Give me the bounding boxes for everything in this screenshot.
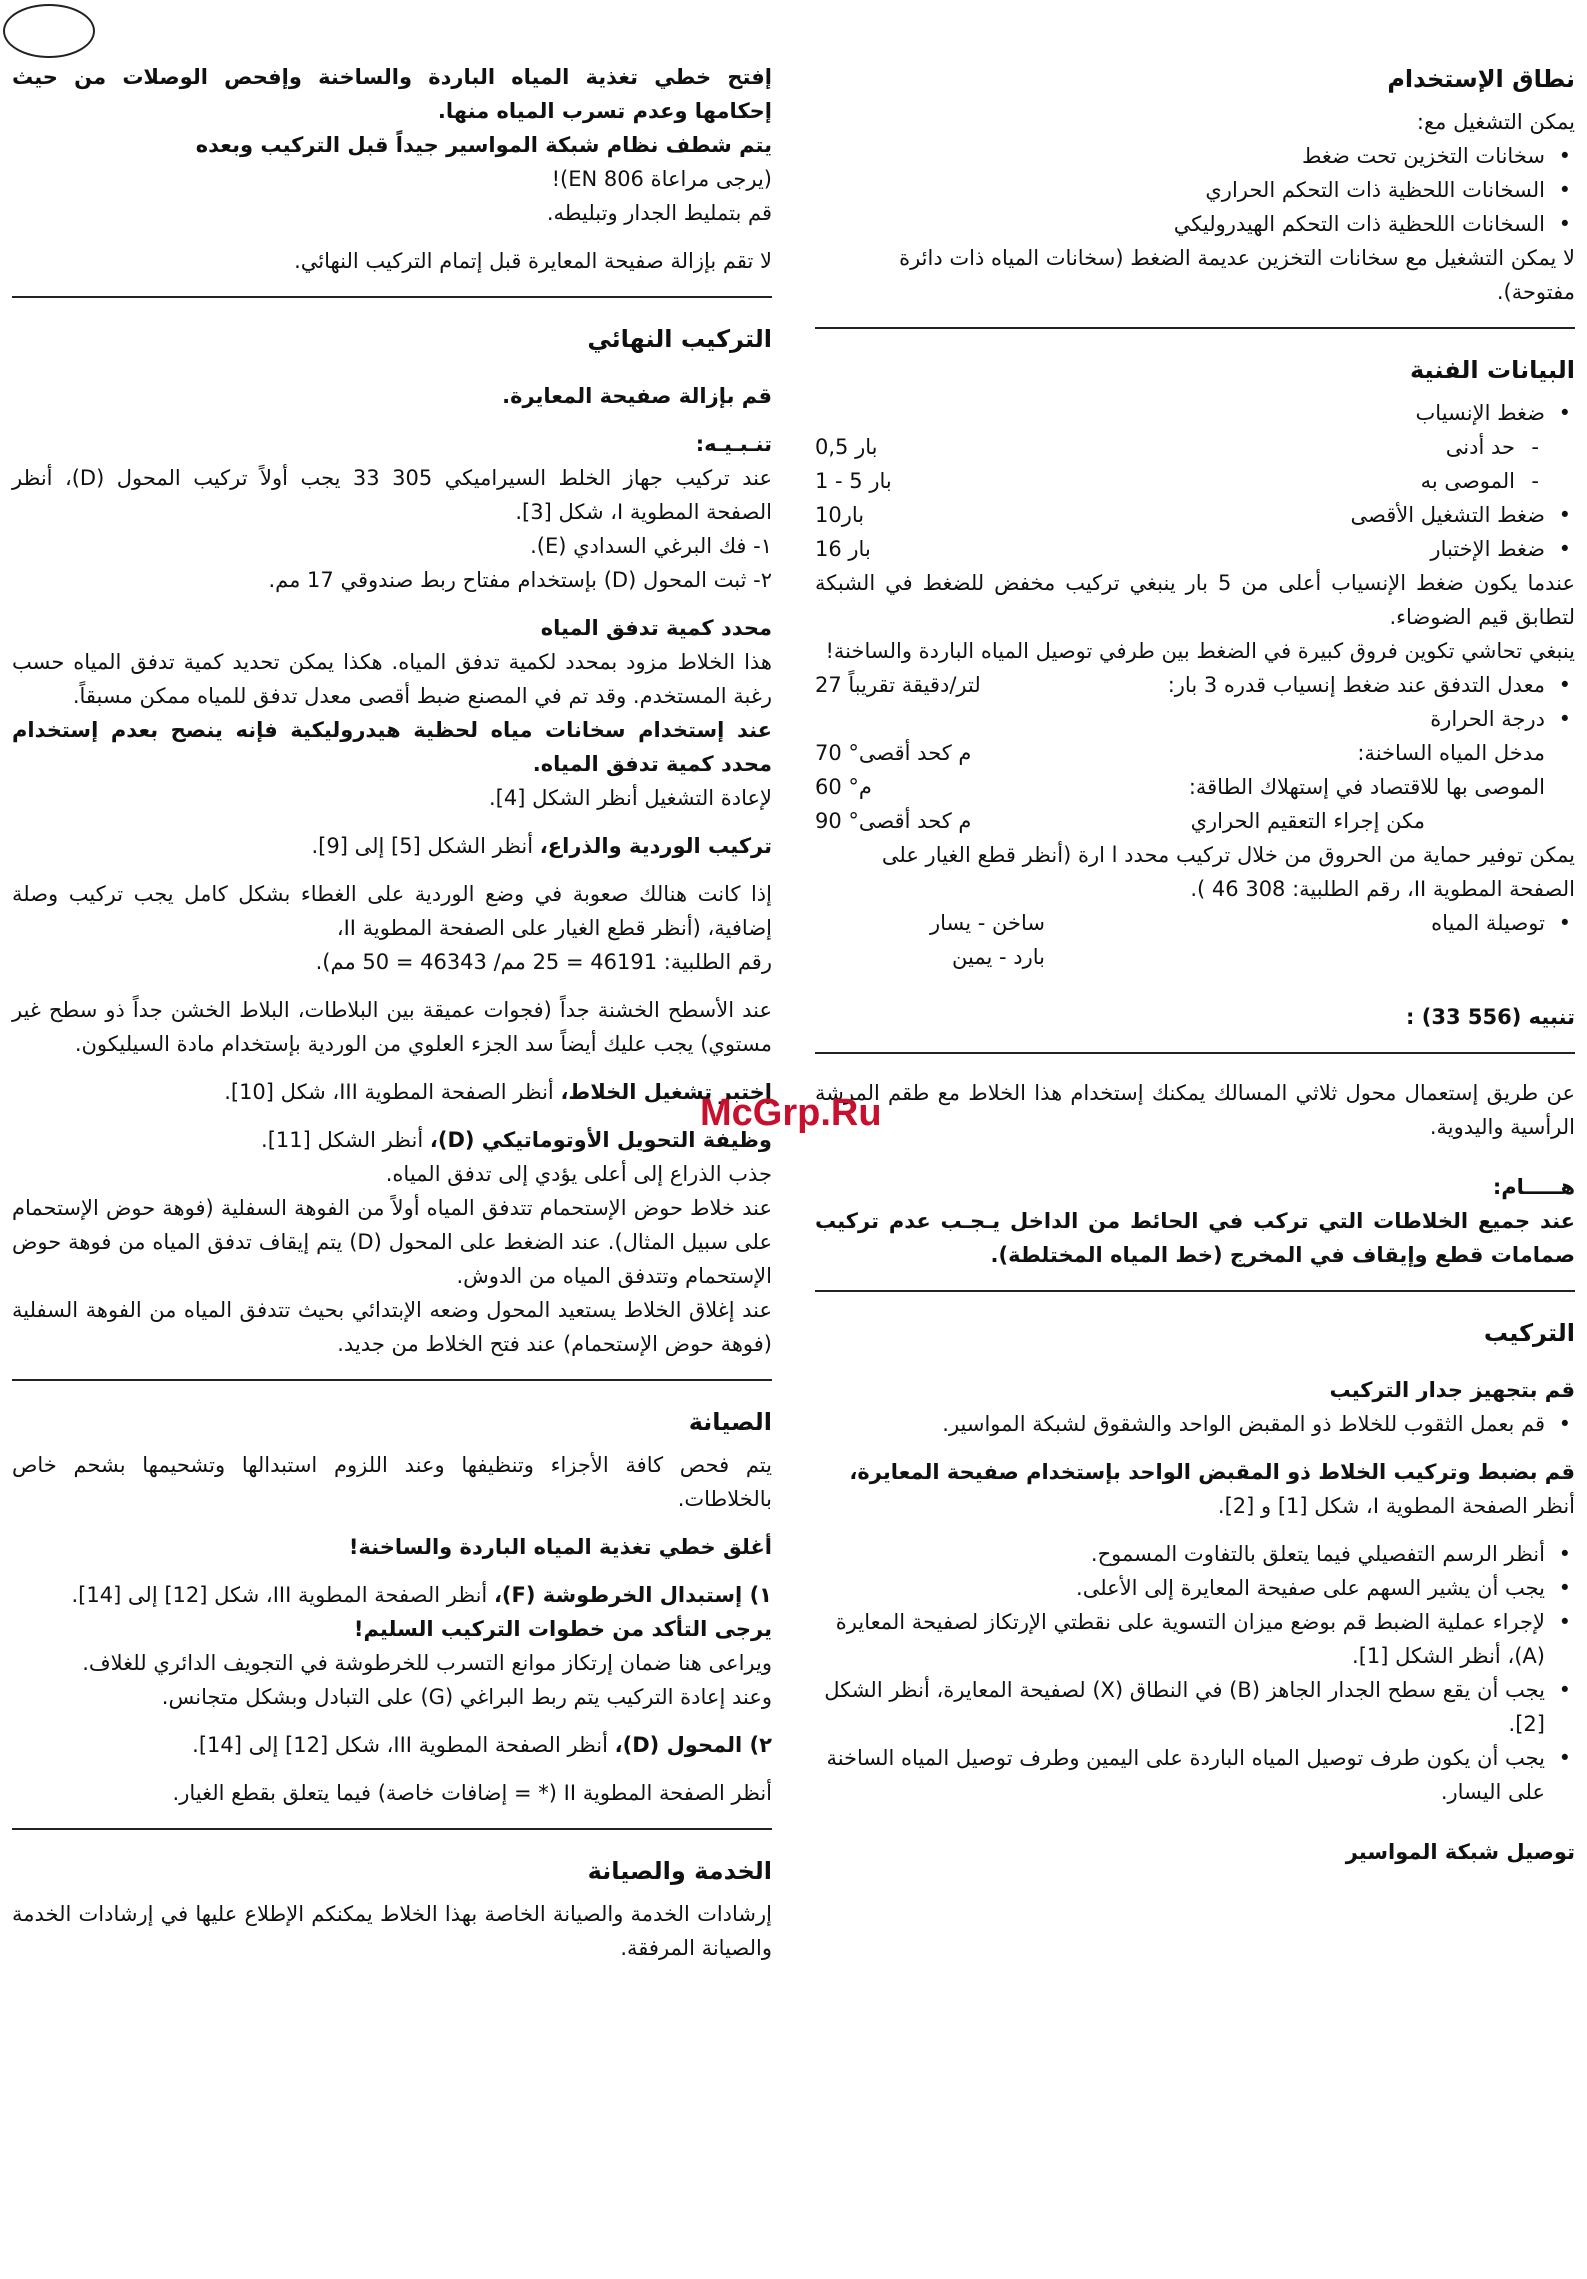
cartridge-bold: يرجى التأكد من خطوات التركيب السليم! — [353, 1617, 772, 1642]
flush-text: يتم شطف نظام شبكة المواسير جيداً قبل التركيب وبعده — [195, 133, 772, 158]
test-line: إختبر تشغيل الخلاط، أنظر الصفحة المطوية III، شكل [10]. — [224, 1080, 772, 1105]
service-title: الخدمة والصيانة — [587, 1857, 772, 1886]
service-text: إرشادات الخدمة والصيانة الخاصة بهذا الخلاط يمكنكم الإطلاع عليها في إرشادات الخدمة والصيانة المرفقة. — [12, 1902, 772, 1961]
scope-intro: يمكن التشغيل مع: — [1416, 109, 1575, 134]
install-title: التركيب — [1483, 1319, 1575, 1348]
adjust-list — [815, 1537, 1575, 1809]
no-remove-text: لا تقم بإزالة صفيحة المعايرة قبل إتمام التركيب النهائي. — [294, 249, 772, 274]
plaster-text: قم بتمليط الجدار وتبليطه. — [546, 201, 772, 226]
divider — [815, 1290, 1575, 1292]
rosette-text: إذا كانت هنالك صعوبة في وضع الوردية على الغطاء بشكل كامل يجب تركيب وصلة إضافية، (أنظر قطع الغيار على الصفحة المطوية II، — [12, 882, 772, 941]
important-title: هـــــام: — [1492, 1175, 1575, 1200]
max-operating-row: • ضغط التشغيل الأقصى 10بار — [815, 498, 1575, 532]
list-item: • السخانات اللحظية ذات التحكم الحراري — [815, 173, 1575, 207]
scope-list — [815, 139, 1575, 241]
final-title: التركيب النهائي — [587, 325, 772, 354]
test-pressure-row: • ضغط الإختبار 16 بار — [815, 532, 1575, 566]
list-item: • أنظر الرسم التفصيلي فيما يتعلق بالتفاوت المسموح. — [815, 1537, 1575, 1571]
close-lines: أغلق خطي تغذية المياه الباردة والساخنة! — [348, 1535, 772, 1560]
caution-step-1: ١- فك البرغي السدادي (E). — [530, 534, 772, 559]
auto-pull: جذب الذراع إلى أعلى يؤدي إلى تدفق المياه. — [385, 1162, 772, 1187]
auto-text-1: عند خلاط حوض الإستحمام تتدفق المياه أولاً من الفوهة السفلية (فوهة حوض الإستحمام على سبيل المثال). عند الضغط على المحول (D) يتم إيقاف تدفق المياه من فوهة حوض الإستحمام وتتدفق المياه من الدوش. — [12, 1196, 772, 1289]
cartridge-reinstall: وعند إعادة التركيب يتم ربط البراغي (G) على التبادل وبشكل متجانس. — [161, 1685, 772, 1710]
divider — [12, 1379, 772, 1381]
scope-note: لا يمكن التشغيل مع سخانات التخزين عديمة الضغط (سخانات المياه ذات دائرة مفتوحة). — [899, 245, 1575, 304]
maintenance-title: الصيانة — [688, 1408, 772, 1437]
min-pressure-row: - حد أدنى 0,5 بار — [815, 430, 1575, 464]
energy-row: الموصى بها للاقتصاد في إستهلاك الطاقة: 60 °م — [815, 775, 1545, 800]
open-lines: إفتح خطي تغذية المياه الباردة والساخنة وإفحص الوصلات من حيث إحكامها وعدم تسرب المياه منها. — [12, 65, 772, 124]
limiter-reset: لإعادة التشغيل أنظر الشكل [4]. — [488, 786, 772, 811]
rosette-line: تركيب الوردية والذراع، أنظر الشكل [5] إلى [9]. — [311, 834, 772, 859]
divider — [815, 327, 1575, 329]
auto-line: وظيفة التحويل الأوتوماتيكي (D)، أنظر الشكل [11]. — [261, 1128, 772, 1153]
list-item: • ضغط الإنسياب — [815, 396, 1575, 430]
limiter-text: هذا الخلاط مزود بمحدد لكمية تدفق المياه. هكذا يمكن تحديد كمية تدفق المياه حسب رغبة المستخدم. وقد تم في المصنع ضبط أقصى معدل تدفق للمياه ممكن مسبقاً. — [12, 650, 772, 709]
caution-step-2: ٢- ثبت المحول (D) بإستخدام مفتاح ربط صندوقي 17 مم. — [268, 568, 772, 593]
adjust-title: قم بضبط وتركيب الخلاط ذو المقبض الواحد بإستخدام صفيحة المعايرة، — [849, 1460, 1575, 1485]
pipe-title: توصيل شبكة المواسير — [1345, 1840, 1575, 1865]
divider — [12, 296, 772, 298]
scope-title: نطاق الإستخدام — [1387, 65, 1575, 93]
important-text: عند جميع الخلاطات التي تركب في الحائط من الداخل يـجـب عدم تركيب صمامات قطع وإيقاف في المخرج (خط المياه المختلطة). — [815, 1209, 1575, 1268]
pressure-note: عندما يكون ضغط الإنسياب أعلى من 5 بار ينبغي تركيب مخفض للضغط في الشبكة لتطابق قيم الضوضاء. — [815, 570, 1575, 629]
list-item: • يجب أن يشير السهم على صفيحة المعايرة إلى الأعلى. — [815, 1571, 1575, 1605]
hot-inlet-row: مدخل المياه الساخنة: 70 °م كحد أقصى — [815, 741, 1545, 765]
list-item: • يجب أن يكون طرف توصيل المياه الباردة على اليمين وطرف توصيل المياه الساخنة على اليسار. — [815, 1741, 1575, 1809]
note-title: تنبيه (556 33) : — [1406, 1005, 1575, 1030]
water-connection-row: • توصيلة المياه ساخن - يسار — [815, 906, 1575, 940]
left-column — [12, 60, 772, 1965]
list-item: • سخانات التخزين تحت ضغط — [815, 139, 1575, 173]
scald-note: يمكن توفير حماية من الحروق من خلال تركيب محدد l ارة (أنظر قطع الغيار على الصفحة المطوية II، رقم الطلبية: 308 46 ). — [881, 843, 1575, 902]
disinfect-row: مكن إجراء التعقيم الحراري 90 °م كحد أقصى — [815, 809, 1425, 834]
flush-ref: (يرجى مراعاة EN 806)! — [551, 167, 772, 192]
water-connection-cold-row: بارد - يمين — [952, 945, 1045, 970]
adjust-ref: أنظر الصفحة المطوية I، شكل [1] و [2]. — [1217, 1494, 1575, 1519]
divider — [12, 1828, 772, 1830]
order-line: رقم الطلبية: 46191 = 25 مم/ 46343 = 50 مم). — [315, 950, 772, 975]
list-item: • يجب أن يقع سطح الجدار الجاهز (B) في النطاق (X) لصفيحة المعايرة، أنظر الشكل [2]. — [815, 1673, 1575, 1741]
right-column — [815, 60, 1575, 1869]
auto-text-2: عند إغلاق الخلاط يستعيد المحول وضعه الإبتدائي بحيث تتدفق المياه من الفوهة السفلية (فوهة حوض الإستحمام) عند فتح الخلاط من جديد. — [12, 1298, 772, 1357]
pressure-note-2: ينبغي تحاشي تكوين فروق كبيرة في الضغط بين طرفي توصيل المياه الباردة والساخنة! — [825, 638, 1575, 663]
flow-rate-row: • معدل التدفق عند ضغط إنسياب قدره 3 بار: 27 لتر/دقيقة تقريباً — [815, 668, 1575, 702]
watermark: McGrp.Ru — [700, 1092, 882, 1134]
maintenance-text: يتم فحص كافة الأجزاء وتنظيفها وعند اللزوم استبدالها وتشحيمها بشحم خاص بالخلاطات. — [12, 1453, 772, 1512]
tech-list — [815, 396, 1575, 566]
temperature-label: • درجة الحرارة — [815, 702, 1575, 736]
spare-text: أنظر الصفحة المطوية II (* = إضافات خاصة) فيما يتعلق بقطع الغيار. — [172, 1781, 772, 1806]
divider — [815, 1052, 1575, 1054]
cartridge-text: ويراعى هنا ضمان إرتكاز موانع التسرب للخرطوشة في التجويف الدائري للغلاف. — [82, 1651, 772, 1676]
limiter-bold: عند إستخدام سخانات مياه لحظية هيدروليكية فإنه ينصح بعدم إستخدام محدد كمية تدفق المياه. — [12, 718, 772, 777]
limiter-title: محدد كمية تدفق المياه — [540, 616, 772, 641]
cartridge-line: ١) إستبدال الخرطوشة (F)، أنظر الصفحة المطوية III، شكل [12] إلى [14]. — [71, 1583, 772, 1608]
remove-plate: قم بإزالة صفيحة المعايرة. — [502, 383, 772, 408]
list-item: • قم بعمل الثقوب للخلاط ذو المقبض الواحد والشقوق لشبكة المواسير. — [815, 1407, 1575, 1441]
wall-prep-title: قم بتجهيز جدار التركيب — [1329, 1378, 1575, 1403]
list-item: • السخانات اللحظية ذات التحكم الهيدروليكي — [815, 207, 1575, 241]
diverter-line: ٢) المحول (D)، أنظر الصفحة المطوية III، شكل [12] إلى [14]. — [192, 1733, 772, 1758]
page-marker-oval — [3, 4, 95, 58]
list-item: • لإجراء عملية الضبط قم بوضع ميزان التسوية على نقطتي الإرتكاز لصفيحة المعايرة (A)، أنظر الشكل [1]. — [815, 1605, 1575, 1673]
rough-text: عند الأسطح الخشنة جداً (فجوات عميقة بين البلاطات، البلاط الخشن جداً ذو سطح غير مستوي) يجب عليك أيضاً سد الجزء العلوي من الوردية بإستخدام مادة السيليكون. — [12, 998, 772, 1057]
caution-text: عند تركيب جهاز الخلط السيراميكي 305 33 يجب أولاً تركيب المحول (D)، أنظر الصفحة المطوية I، شكل [3]. — [12, 466, 772, 525]
note-text: عن طريق إستعمال محول ثلاثي المسالك يمكنك إستخدام هذا الخلاط مع طقم المرشة الرأسية واليدوية. — [815, 1081, 1575, 1140]
recommended-pressure-row: - الموصى به 1 - 5 بار — [815, 464, 1575, 498]
tech-title: البيانات الفنية — [1410, 355, 1575, 384]
caution-title: تنـبـيـه: — [695, 431, 772, 456]
